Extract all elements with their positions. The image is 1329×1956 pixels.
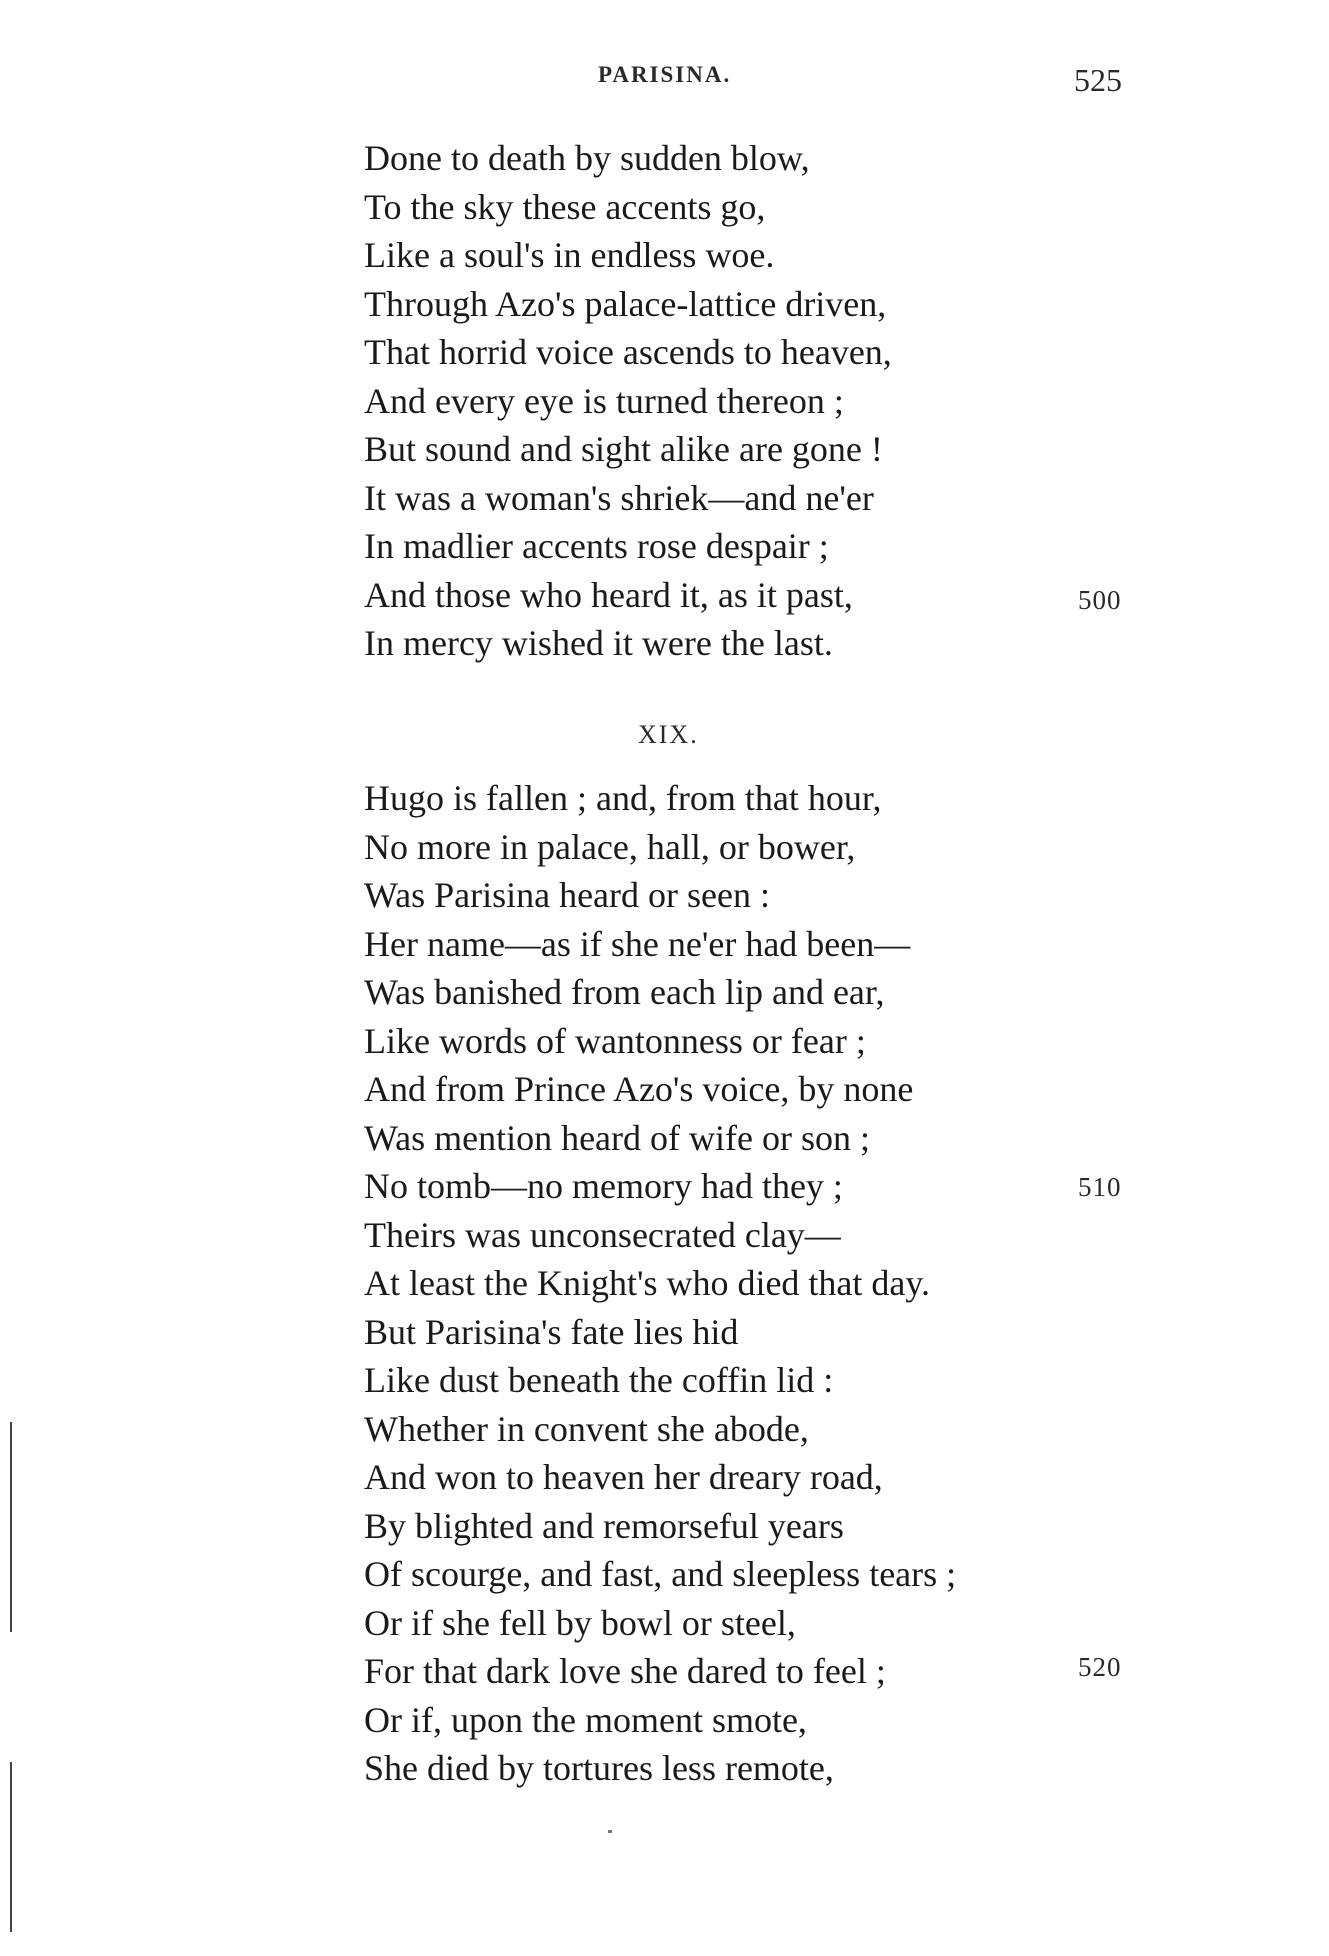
- page-number: 525: [1074, 62, 1122, 98]
- verse-line: Whether in convent she abode,: [364, 1408, 809, 1449]
- verse-line: To the sky these accents go,: [364, 186, 766, 227]
- verse-line: Like words of wantonness or fear ;: [364, 1020, 866, 1061]
- stanza-xix: [364, 774, 956, 1793]
- verse-line: Like dust beneath the coffin lid :: [364, 1360, 834, 1400]
- verse-line: In madlier accents rose despair ;: [364, 526, 829, 566]
- verse-line: At least the Knight's who died that day.: [364, 1263, 931, 1303]
- verse-line: For that dark love she dared to feel ;: [364, 1651, 886, 1691]
- verse-line: In mercy wished it were the last.: [364, 623, 833, 663]
- verse-line: And those who heard it, as it past,: [364, 574, 853, 615]
- verse-line: Theirs was unconsecrated clay—: [364, 1214, 841, 1255]
- verse-line: And won to heaven her dreary road,: [364, 1457, 883, 1497]
- running-title: PARISINA.: [598, 62, 732, 87]
- section-heading: XIX.: [638, 720, 699, 749]
- verse-line: Was mention heard of wife or son ;: [364, 1117, 870, 1158]
- verse-line: Through Azo's palace-lattice driven,: [364, 283, 887, 324]
- stanza-xviii-end: [364, 134, 892, 668]
- verse-line: Her name—as if she ne'er had been—: [364, 923, 911, 964]
- verse-line: Done to death by sudden blow,: [364, 138, 810, 178]
- line-number-500: 500: [1078, 585, 1122, 615]
- scan-edge-mark: [10, 1762, 12, 1932]
- ink-speck: [608, 1830, 612, 1833]
- verse-line: By blighted and remorseful years: [364, 1505, 844, 1546]
- verse-line: It was a woman's shriek—and ne'er: [364, 477, 874, 518]
- verse-line: Or if, upon the moment smote,: [364, 1699, 807, 1740]
- verse-line: No more in palace, hall, or bower,: [364, 826, 856, 867]
- verse-line: But Parisina's fate lies hid: [364, 1311, 739, 1352]
- verse-line: And from Prince Azo's voice, by none: [364, 1069, 914, 1109]
- verse-line: No tomb—no memory had they ;: [364, 1166, 843, 1206]
- verse-line: She died by tortures less remote,: [364, 1748, 834, 1788]
- scan-edge-mark: [10, 1422, 12, 1632]
- verse-line: Was Parisina heard or seen :: [364, 875, 770, 915]
- line-number-510: 510: [1078, 1172, 1122, 1202]
- verse-line: Like a soul's in endless woe.: [364, 235, 775, 275]
- verse-line: That horrid voice ascends to heaven,: [364, 332, 892, 372]
- verse-line: Hugo is fallen ; and, from that hour,: [364, 778, 882, 818]
- verse-line: Or if she fell by bowl or steel,: [364, 1602, 796, 1643]
- verse-line: And every eye is turned thereon ;: [364, 380, 844, 421]
- verse-line: But sound and sight alike are gone !: [364, 429, 883, 469]
- verse-line: Was banished from each lip and ear,: [364, 972, 885, 1012]
- verse-line: Of scourge, and fast, and sleepless tears ;: [364, 1554, 957, 1594]
- line-number-520: 520: [1078, 1652, 1122, 1682]
